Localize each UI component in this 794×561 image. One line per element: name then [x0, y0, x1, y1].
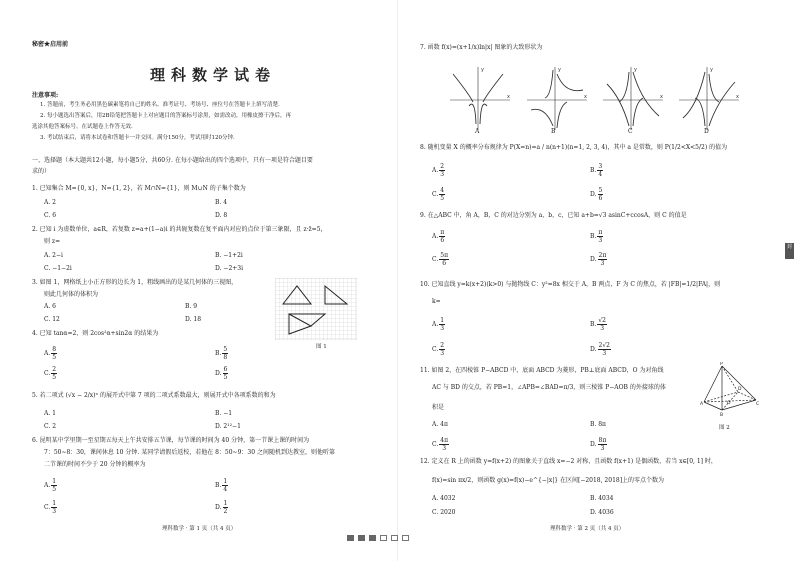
footer-right: 理科数学 · 第 2 页（共 4 页） — [550, 526, 625, 532]
svg-text:x: x — [507, 94, 510, 100]
q9-option-b: B. $\frac{\pi}{3}$ — [590, 229, 603, 244]
q5-option-b: B. −1 — [215, 410, 233, 417]
svg-text:O: O — [727, 401, 731, 406]
svg-text:y: y — [481, 67, 484, 73]
q6-option-b: B. $\frac{1}{4}$ — [215, 478, 228, 493]
q2-stem: 2. 已知 i 为虚数单位，a∈R，若复数 z=a+(1−a)i 的共轭复数在复平面内对应的点位于第三象限，且 z·z̄=5， — [32, 226, 327, 233]
q7-label-a: A — [475, 128, 480, 135]
q4-option-a: A. $\frac{8}{5}$ — [44, 346, 57, 361]
q8-option-b: B. $\frac{3}{4}$ — [590, 163, 603, 178]
q11-stem-cont: 积是 — [432, 404, 445, 411]
q10-stem-cont: k= — [432, 298, 441, 305]
section-heading: 一、选择题（本大题共12小题，每小题5分，共60分. 在每小题给出的四个选项中，只有一项是符合题目要 — [32, 157, 313, 164]
q11-option-a: A. 4π — [432, 421, 448, 428]
notice-line: 2. 每小题选出答案后，用2B铅笔把答题卡上对应题目的答案标号涂黑，如需改动，用橡皮擦干净后，再 — [40, 113, 292, 119]
figure-2-caption: 图 2 — [719, 425, 730, 431]
q1-option-d: D. 8 — [215, 212, 228, 219]
q6-option-c: C. $\frac{1}{3}$ — [44, 500, 57, 515]
q10-option-c: C. $\frac{2}{3}$ — [432, 342, 445, 357]
q4-option-d: D. $\frac{6}{5}$ — [215, 366, 228, 381]
q11-option-c: C. $\frac{4\pi}{3}$ — [432, 437, 449, 452]
q6-stem-cont: 二节课的时间不少于 20 分钟的概率为 — [44, 461, 146, 468]
q2-option-d: D. −2+3i — [215, 265, 244, 272]
q11-option-b: B. 8π — [590, 421, 606, 428]
q11-option-d: D. $\frac{8\pi}{3}$ — [590, 437, 607, 452]
q3-option-c: C. 12 — [44, 316, 60, 323]
q6-option-a: A. $\frac{1}{5}$ — [44, 478, 57, 493]
q2-stem-cont: 则 z= — [44, 238, 61, 245]
q2-option-c: C. −1−2i — [44, 265, 72, 272]
q1-option-b: B. 4 — [215, 199, 228, 206]
notice-line: 1. 答题前，考生务必用黑色碳素笔将自己的姓名、准考证号、考场号、座位号在答题卡上填写清楚. — [40, 102, 280, 108]
q3-option-b: B. 9 — [185, 303, 198, 310]
q12-option-a: A. 4032 — [432, 495, 456, 502]
q3-option-d: D. 18 — [185, 316, 202, 323]
q12-stem-cont: f(x)=sin πx/2，则函数 g(x)=f(x)−e^{−|x|} 在区间[−2018, 2018]上的零点个数为 — [432, 477, 665, 484]
section-heading-cont: 求的） — [32, 168, 51, 175]
q12-option-c: C. 2020 — [432, 509, 456, 516]
q10-option-b: B. $\frac{√2}{3}$ — [590, 317, 606, 332]
q9-stem: 9. 在△ABC 中，角 A，B，C 的对边分别为 a，b，c，已知 a+b=√3 asinC+ccosA，则 C 的值是 — [420, 212, 687, 219]
notice-heading: 注意事项: — [32, 92, 59, 99]
q10-option-a: A. $\frac{1}{3}$ — [432, 317, 445, 332]
figure-1-caption: 图 1 — [316, 344, 327, 350]
q4-option-b: B. $\frac{5}{8}$ — [215, 346, 228, 361]
svg-text:y: y — [558, 67, 561, 73]
notice-line: 3. 考试结束后，请将本试卷和答题卡一并交回。满分150分，考试用时120分钟. — [40, 135, 235, 141]
footer-left: 理科数学 · 第 1 页（共 4 页） — [162, 526, 237, 532]
q5-option-a: A. 1 — [44, 410, 56, 417]
q2-option-b: B. −1+2i — [215, 252, 243, 259]
q6-stem-cont: 7：50~8：30，课间休息 10 分钟. 某同学请假后返校，若他在 8：50~9：30 之间随机到达教室，则他听第 — [44, 449, 335, 456]
q5-stem: 5. 若二项式 (√x − 2/x)ⁿ 的展开式中第 7 项的二项式系数最大，则展开式中各项系数的和为 — [32, 392, 276, 399]
q4-option-c: C. $\frac{2}{5}$ — [44, 366, 57, 381]
q3-option-a: A. 6 — [44, 303, 56, 310]
q3-stem-cont: 则此几何体的体积为 — [44, 291, 99, 298]
q12-stem: 12. 定义在 R 上的函数 y=f(x+2) 的图象关于直线 x=−2 对称，且函数 f(x+1) 是偶函数，若当 x∈[0, 1] 时， — [420, 458, 717, 465]
notice-line: 选涂其他答案标号。在试题卷上作答无效. — [32, 124, 133, 130]
svg-text:y: y — [710, 67, 713, 73]
secret-label: 秘密★启用前 — [32, 41, 69, 48]
side-tab: 封 — [785, 243, 794, 259]
svg-text:x: x — [736, 94, 739, 100]
q9-option-c: C. $\frac{5\pi}{6}$ — [432, 252, 449, 267]
svg-text:x: x — [584, 94, 587, 100]
q11-stem-cont: AC 与 BD 的交点，若 PB=1，∠APB=∠BAD=π/3，则三棱锥 P−AOB 的外接球的体 — [432, 384, 666, 391]
q7-label-d: D — [704, 128, 709, 135]
svg-text:P: P — [720, 362, 723, 367]
q7-label-b: B — [551, 128, 556, 135]
svg-text:B: B — [720, 413, 724, 417]
page-progress — [347, 526, 413, 545]
svg-text:D: D — [738, 387, 742, 392]
q8-stem: 8. 随机变量 X 的概率分布规律为 P(X=n)=a / n(n+1)(n=1, 2, 3, 4)，其中 a 是常数，则 P(1/2<X<5/2) 的值为 — [420, 144, 728, 151]
q11-stem: 11. 如图 2，在四棱锥 P−ABCD 中，底面 ABCD 为菱形，PB⊥底面 ABCD，O 为对角线 — [420, 367, 664, 374]
q2-option-a: A. 2−i — [44, 252, 63, 259]
q8-option-a: A. $\frac{2}{3}$ — [432, 163, 445, 178]
q10-stem: 10. 已知直线 y=k(x+2)(k>0) 与抛物线 C：y²=8x 相交于 A，B 两点，F 为 C 的焦点，若 |FB|=1/2|FA|，则 — [420, 281, 721, 288]
q12-option-d: D. 4036 — [590, 509, 614, 516]
q10-option-d: D. $\frac{2√2}{3}$ — [590, 342, 610, 357]
svg-text:y: y — [634, 67, 637, 73]
q8-option-d: D. $\frac{5}{6}$ — [590, 187, 603, 202]
q9-option-a: A. $\frac{\pi}{6}$ — [432, 229, 445, 244]
svg-text:C: C — [756, 402, 760, 407]
svg-text:x: x — [660, 94, 663, 100]
q1-option-c: C. 6 — [44, 212, 57, 219]
q7-stem: 7. 函数 f(x)=(x+1/x)ln|x| 图象的大致形状为 — [420, 44, 543, 51]
q5-option-d: D. 2¹²−1 — [215, 423, 241, 430]
q4-stem: 4. 已知 tanα=2，则 2cos²α+sin2α 的结果为 — [32, 330, 159, 337]
q5-option-c: C. 2 — [44, 423, 57, 430]
pyramid-figure — [700, 362, 760, 417]
q8-option-c: C. $\frac{4}{5}$ — [432, 187, 445, 202]
three-view-figure — [275, 278, 357, 340]
q6-stem: 6. 昆明某中学里期一至星期五每天上午共安排五节课，每节课的时间为 40 分钟，第一节课上课的时间为 — [32, 437, 310, 444]
q1-option-a: A. 2 — [44, 199, 56, 206]
q1-stem: 1. 已知集合 M={0, x}，N={1, 2}，若 M∩N={1}，则 M∪N 的子集个数为 — [32, 185, 246, 192]
page-divider — [397, 0, 398, 561]
q12-option-b: B. 4034 — [590, 495, 614, 502]
q9-option-d: D. $\frac{2\pi}{3}$ — [590, 252, 607, 267]
q6-option-d: D. $\frac{1}{2}$ — [215, 500, 228, 515]
q7-label-c: C — [628, 128, 633, 135]
svg-text:A: A — [700, 402, 704, 407]
q7-graphs — [445, 62, 745, 134]
q3-stem: 3. 如图 1，网格纸上小正方形的边长为 1，粗线画出的是某几何体的三视图， — [32, 279, 238, 286]
page-title: 理科数学试卷 — [150, 66, 277, 84]
